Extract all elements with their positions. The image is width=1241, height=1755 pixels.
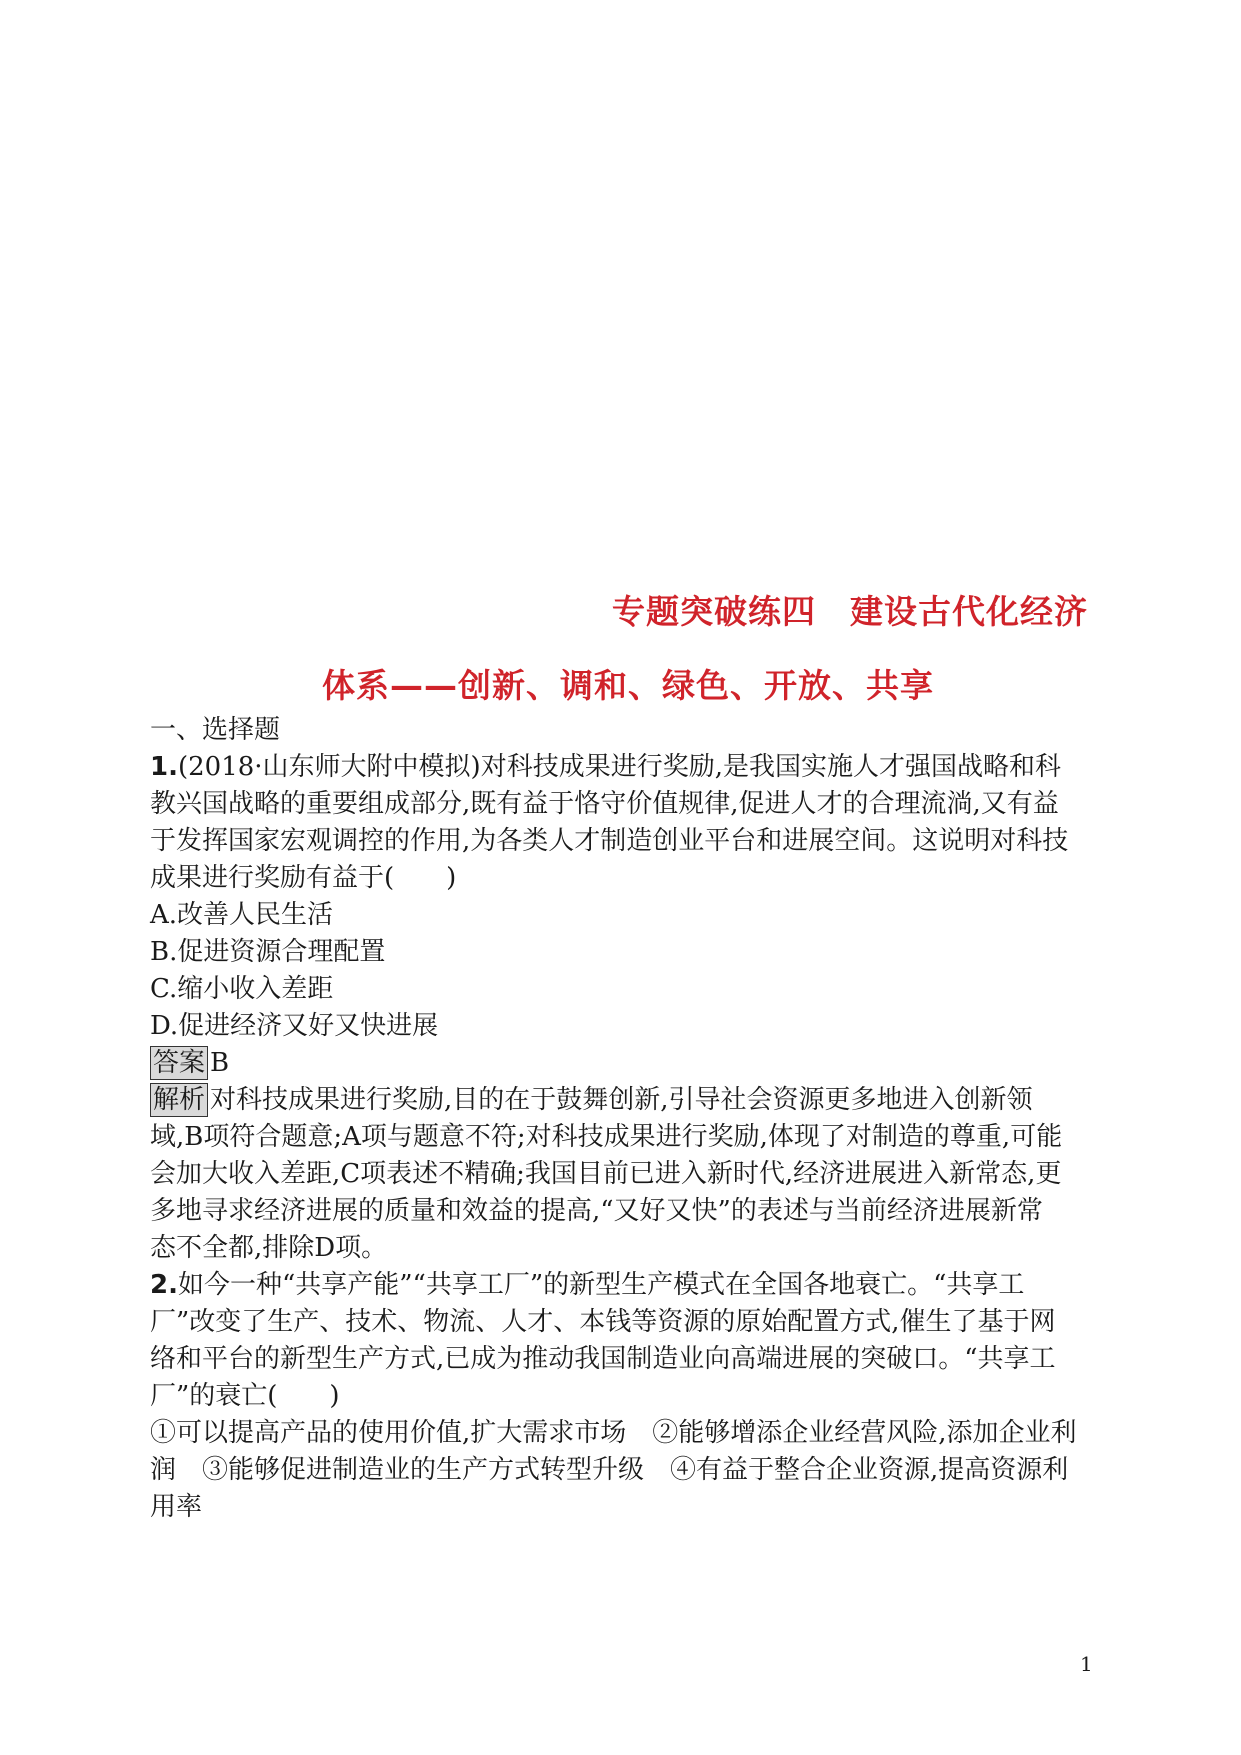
- q2-statement-line: ①可以提高产品的使用价值,扩大需求市场 ②能够增添企业经营风险,添加企业利: [150, 1418, 1077, 1448]
- q1-option-a: A.改善人民生活: [150, 900, 334, 930]
- q1-stem-line: 教兴国战略的重要组成部分,既有益于恪守价值规律,促进人才的合理流淌,又有益: [150, 789, 1059, 819]
- answer-label: 答案: [150, 1046, 208, 1080]
- section-heading: 一、选择题: [150, 715, 281, 745]
- q1-number: 1.: [150, 752, 178, 782]
- q1-analysis-line: 域,B项符合题意;A项与题意不符;对科技成果进行奖励,体现了对制造的尊重,可能: [150, 1122, 1063, 1152]
- q1-stem-line: 成果进行奖励有益于( ): [150, 863, 457, 893]
- q2-stem-line: 络和平台的新型生产方式,已成为推动我国制造业向高端进展的突破口。“共享工: [150, 1344, 1056, 1374]
- answer-value: B: [210, 1048, 230, 1078]
- q2-stem-line: 2.如今一种“共享产能”“共享工厂”的新型生产模式在全国各地衰亡。“共享工: [150, 1270, 1025, 1300]
- q1-stem-line: 1.(2018·山东师大附中模拟)对科技成果进行奖励,是我国实施人才强国战略和科: [150, 752, 1061, 782]
- title-line-2: 体系——创新、调和、绿色、开放、共享: [322, 666, 934, 705]
- q1-answer: [150, 1045, 1095, 1082]
- q2-statement-line: 润 ③能够促进制造业的生产方式转型升级 ④有益于整合企业资源,提高资源利: [150, 1455, 1069, 1485]
- q2-stem-line: 厂”的衰亡( ): [150, 1381, 340, 1411]
- page-number: 1: [1080, 1652, 1093, 1676]
- q1-analysis-line: 会加大收入差距,C项表述不精确;我国目前已进入新时代,经济进展进入新常态,更: [150, 1159, 1062, 1189]
- q1-analysis-line: 解析 对科技成果进行奖励,目的在于鼓舞创新,引导社会资源更多地进入创新领: [150, 1082, 1095, 1119]
- q1-stem-line: 于发挥国家宏观调控的作用,为各类人才制造创业平台和进展空间。这说明对科技: [150, 826, 1069, 856]
- q1-option-d: D.促进经济又好又快进展: [150, 1011, 439, 1041]
- q1-option-b: B.促进资源合理配置: [150, 937, 386, 967]
- q2-number: 2.: [150, 1270, 178, 1300]
- q1-analysis-line: 态不全都,排除D项。: [150, 1233, 388, 1263]
- q2-stem-line: 厂”改变了生产、技术、物流、人才、本钱等资源的原始配置方式,催生了基于网: [150, 1307, 1056, 1337]
- analysis-label: 解析: [150, 1083, 208, 1117]
- q1-analysis-line: 多地寻求经济进展的质量和效益的提高,“又好又快”的表述与当前经济进展新常: [150, 1196, 1043, 1226]
- title-line-1: 专题突破练四 建设古代化经济: [612, 592, 1088, 631]
- q2-statement-line: 用率: [150, 1492, 203, 1522]
- document-body: [150, 712, 1095, 1526]
- q1-option-c: C.缩小收入差距: [150, 974, 334, 1004]
